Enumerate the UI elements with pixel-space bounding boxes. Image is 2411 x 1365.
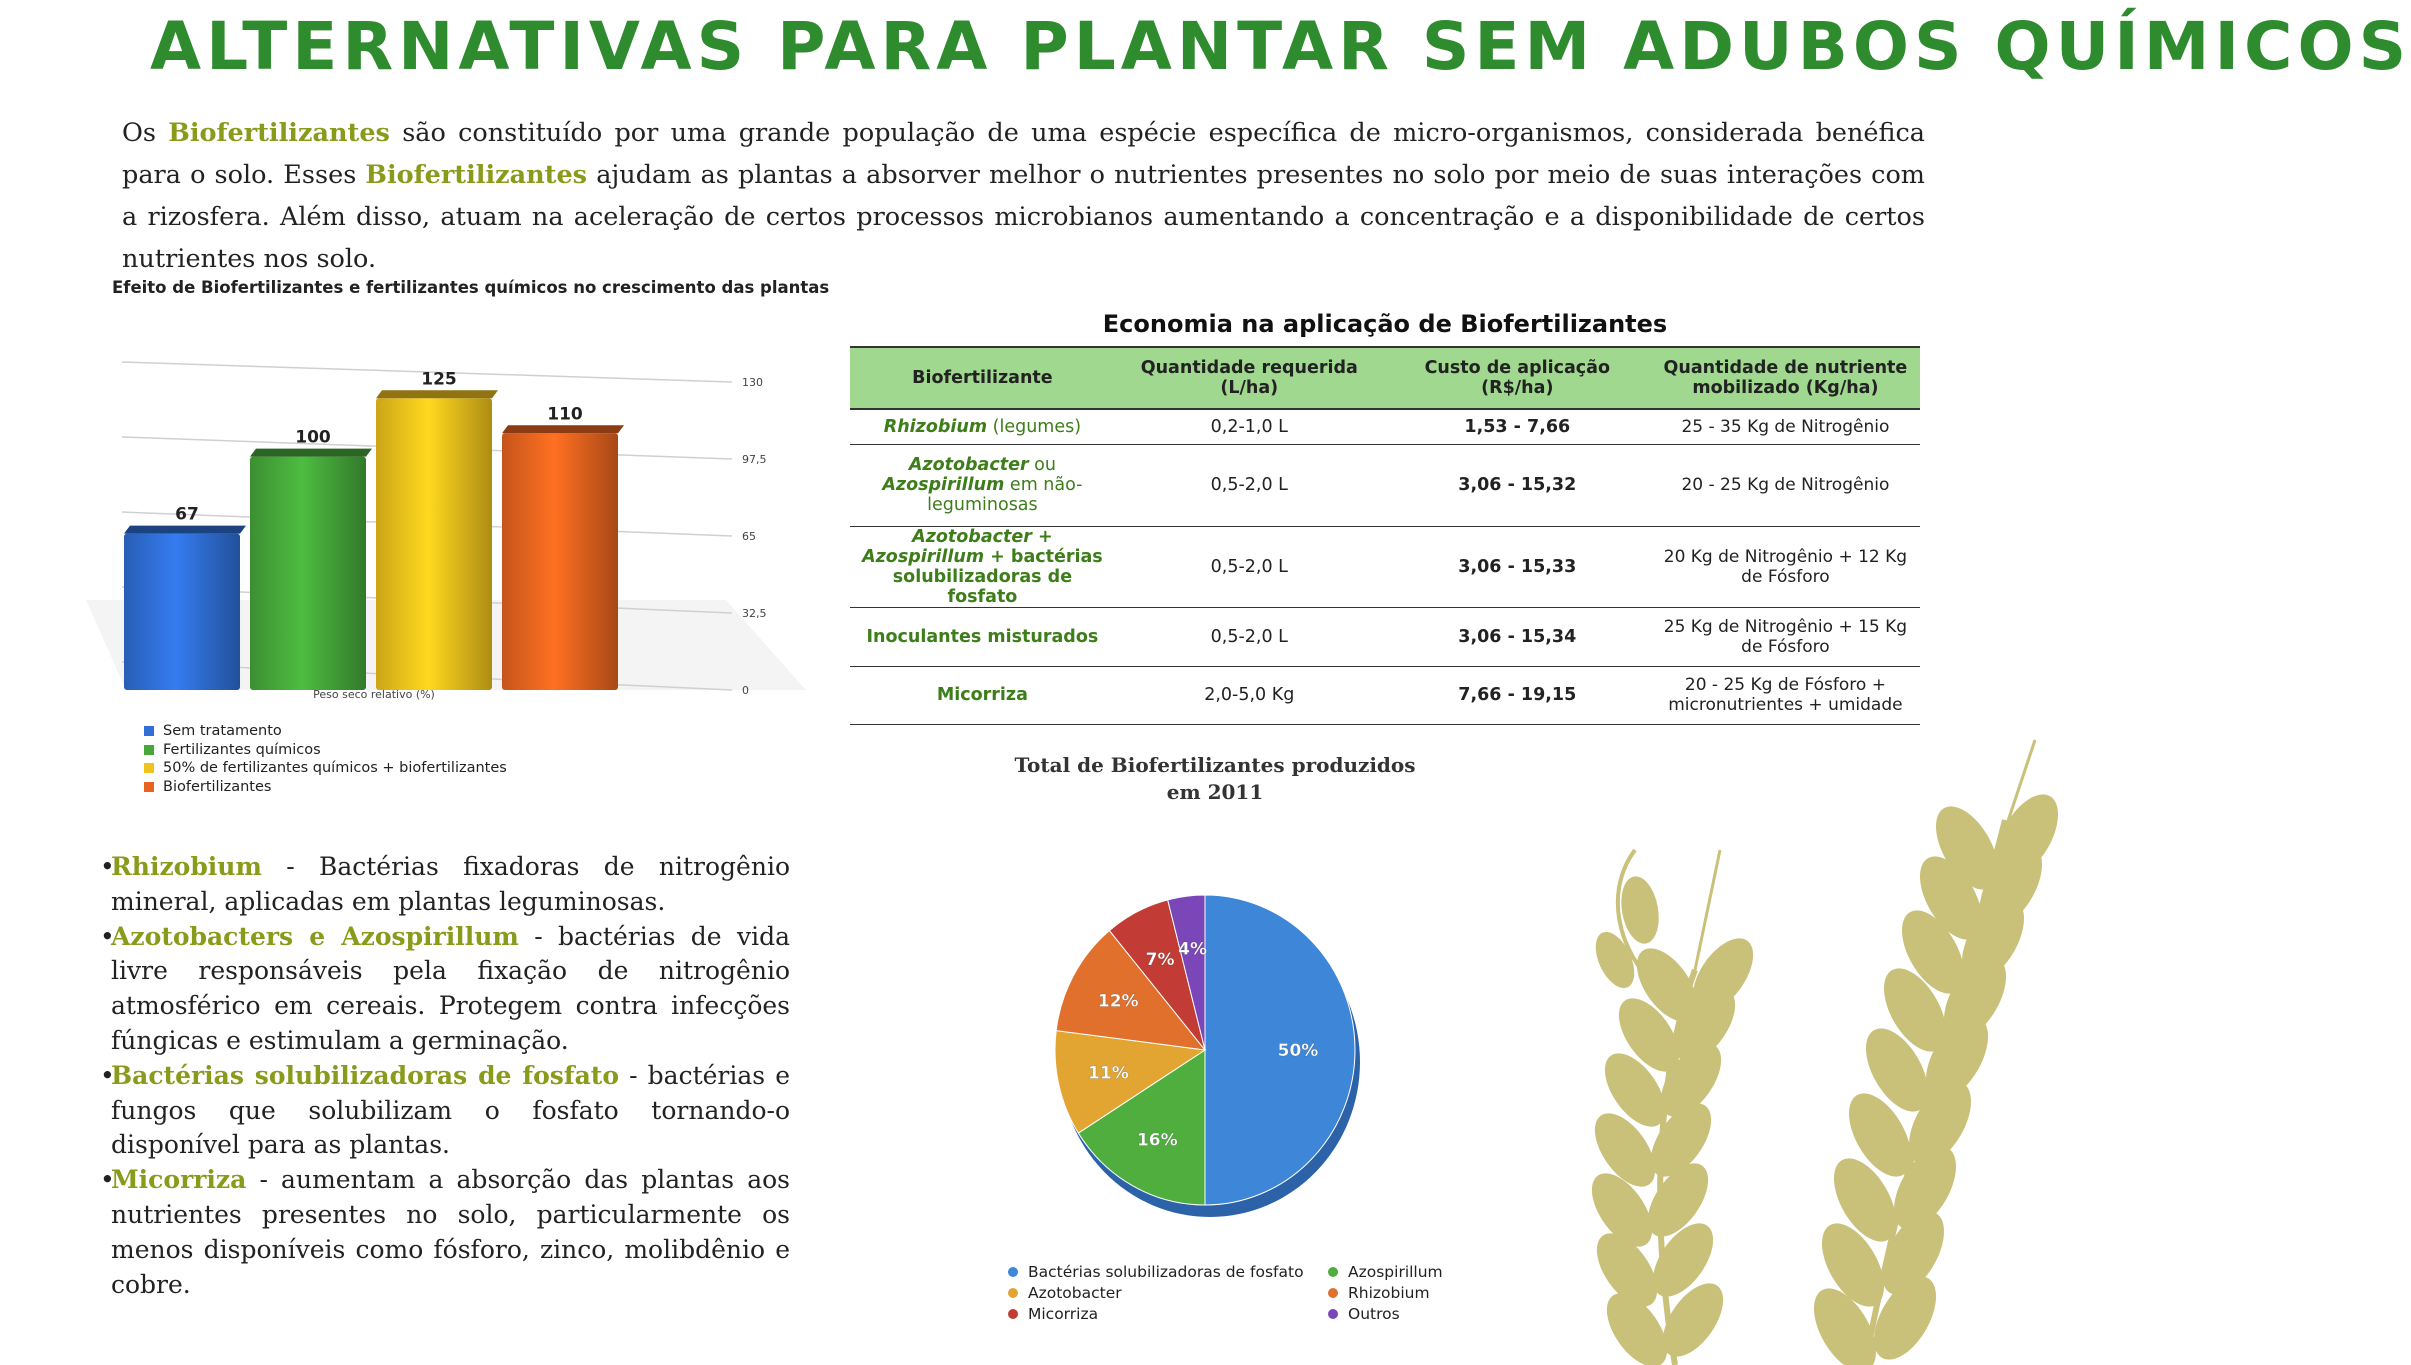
- legend-label: 50% de fertilizantes químicos + biofertilizantes: [163, 760, 507, 777]
- bullet-marker: •: [100, 921, 115, 951]
- bar-top: [376, 390, 498, 398]
- legend-dot: [1008, 1267, 1018, 1277]
- name-rest: + bactérias solubilizadoras de fosfato: [892, 546, 1103, 607]
- name-rest: em não-leguminosas: [927, 475, 1083, 515]
- table-cell-nutrient: 25 Kg de Nitrogênio + 15 Kg de Fósforo: [1651, 607, 1920, 666]
- table-cell-name: Micorriza: [850, 666, 1115, 724]
- table-cell-cost: 7,66 - 19,15: [1384, 666, 1651, 724]
- legend-item: [1328, 1283, 1478, 1302]
- table-cell-qty: 0,5-2,0 L: [1115, 526, 1384, 607]
- table-row: [850, 666, 1920, 724]
- table-cell-nutrient: 20 Kg de Nitrogênio + 12 Kg de Fósforo: [1651, 526, 1920, 607]
- legend-item: [144, 741, 507, 760]
- bullet-marker: •: [100, 852, 115, 881]
- table-row: [850, 607, 1920, 666]
- bullet-term: Micorriza: [111, 1165, 247, 1195]
- bar-top: [250, 449, 372, 457]
- table-cell-qty: 2,0-5,0 Kg: [1115, 666, 1384, 724]
- table-cell-cost: 3,06 - 15,32: [1384, 444, 1651, 526]
- pie-slice-label: 4%: [1178, 939, 1208, 960]
- pie-chart: [990, 740, 1490, 1340]
- table-cell-nutrient: 20 - 25 Kg de Fósforo + micronutrientes + umidade: [1651, 666, 1920, 724]
- legend-dot: [1328, 1267, 1338, 1277]
- intro-highlight: Biofertilizantes: [168, 118, 390, 148]
- bar: [502, 433, 618, 690]
- list-item: [100, 1163, 790, 1302]
- table-row: [850, 444, 1920, 526]
- table-title: Economia na aplicação de Biofertilizantes: [1102, 310, 1668, 338]
- table-cell-cost: 3,06 - 15,33: [1384, 526, 1651, 607]
- legend-label: Sem tratamento: [163, 723, 282, 740]
- x-axis-label: Peso seco relativo (%): [313, 688, 435, 701]
- bar-data-label: 67: [175, 504, 199, 525]
- legend-item: [144, 759, 507, 778]
- legend-label: Micorriza: [1028, 1304, 1099, 1323]
- table-header-cell: Quantidade requerida (L/ha): [1115, 347, 1384, 409]
- bar: [124, 534, 240, 690]
- table-cell-name: [850, 526, 1115, 607]
- bar-chart-title: Efeito de Biofertilizantes e fertilizantes químicos no crescimento das plantas: [112, 278, 830, 297]
- intro-paragraph: [122, 112, 1925, 280]
- pie-slice-label: 7%: [1145, 949, 1175, 970]
- bullet-term: Rhizobium: [111, 852, 262, 881]
- legend-label: Azotobacter: [1028, 1283, 1122, 1302]
- y-tick-label: 65: [742, 530, 756, 543]
- intro-highlight: Biofertilizantes: [365, 160, 588, 190]
- table-header-row: [850, 347, 1920, 409]
- bullet-term: Azotobacters e Azospirillum: [111, 921, 519, 951]
- bullet-text: - bactérias e fungos que solubilizam o fosfato tornando-o disponível para as plantas.: [111, 1060, 790, 1160]
- pie-chart-legend: [1008, 1262, 1478, 1323]
- legend-label: Fertilizantes químicos: [163, 741, 321, 758]
- y-tick-label: 130: [742, 376, 763, 389]
- pie-slice-label: 16%: [1136, 1130, 1178, 1151]
- economy-table: [850, 346, 1920, 725]
- table-header-cell: Quantidade de nutriente mobilizado (Kg/ha): [1651, 347, 1920, 409]
- wheat-illustration: [1545, 730, 2048, 1365]
- legend-label: Biofertilizantes: [163, 778, 272, 795]
- intro-text: são constituído por uma grande população de uma espécie específica de micro-organismos, considerada benéfica para o solo. Esses: [122, 118, 1925, 190]
- table-cell-name: Inoculantes misturados: [850, 607, 1115, 666]
- name-rest: (legumes): [987, 416, 1082, 437]
- table-row: [850, 409, 1920, 444]
- table-cell-cost: 1,53 - 7,66: [1384, 409, 1651, 444]
- table-cell-nutrient: 25 - 35 Kg de Nitrogênio: [1651, 409, 1920, 444]
- legend-item: [1328, 1262, 1478, 1281]
- table-cell-name: [850, 444, 1115, 526]
- list-item: [100, 850, 790, 920]
- y-tick-label: 97,5: [742, 453, 767, 466]
- name-mid: +: [1031, 526, 1053, 547]
- intro-text: ajudam as plantas a absorver melhor o nutrientes presentes no solo por meio de suas interações com a rizosfera. Além disso, atuam na aceleração de certos processos microbianos aumentando a concentração e a disponibilidade de certos nutrientes nos solo.: [122, 160, 1925, 274]
- legend-label: Bactérias solubilizadoras de fosfato: [1028, 1262, 1304, 1281]
- name-italic: Rhizobium: [883, 416, 988, 437]
- legend-swatch: [144, 745, 154, 755]
- page-title: ALTERNATIVAS PARA PLANTAR SEM ADUBOS QUÍMICOS: [150, 8, 2411, 85]
- bar-data-label: 110: [547, 404, 583, 425]
- legend-label: Outros: [1348, 1304, 1400, 1323]
- bullet-marker: •: [100, 1165, 115, 1195]
- legend-item: [1008, 1283, 1328, 1302]
- table-row: [850, 526, 1920, 607]
- name-mid: ou: [1028, 455, 1056, 475]
- legend-item: [1008, 1262, 1328, 1281]
- legend-dot: [1008, 1288, 1018, 1298]
- legend-swatch: [144, 763, 154, 773]
- table-cell-name: [850, 409, 1115, 444]
- legend-item: [144, 778, 507, 797]
- bullet-text: - Bactérias fixadoras de nitrogênio mineral, aplicadas em plantas leguminosas.: [111, 852, 790, 916]
- table-header-cell: Biofertilizante: [850, 347, 1115, 409]
- legend-dot: [1328, 1288, 1338, 1298]
- legend-item: [144, 722, 507, 741]
- table-cell-qty: 0,5-2,0 L: [1115, 607, 1384, 666]
- bar: [250, 457, 366, 690]
- legend-dot: [1328, 1309, 1338, 1319]
- pie-slice-label: 12%: [1097, 991, 1139, 1012]
- bullet-text: - bactérias de vida livre responsáveis pela fixação de nitrogênio atmosférico em cereais. Protegem contra infecções fúngicas e estimulam a germinação.: [111, 921, 790, 1055]
- pie-title-line: em 2011: [1166, 780, 1264, 804]
- table-cell-qty: 0,2-1,0 L: [1115, 409, 1384, 444]
- legend-item: [1328, 1304, 1478, 1323]
- bullet-marker: •: [100, 1060, 115, 1090]
- bar-data-label: 100: [295, 427, 331, 448]
- pie-slice-label: 50%: [1277, 1041, 1319, 1061]
- legend-dot: [1008, 1309, 1018, 1319]
- legend-swatch: [144, 782, 154, 792]
- table-cell-cost: 3,06 - 15,34: [1384, 607, 1651, 666]
- bar-top: [124, 526, 246, 534]
- pie-title-line: Total de Biofertilizantes produzidos: [1014, 753, 1416, 777]
- y-tick-label: 32,5: [742, 607, 767, 620]
- bar-chart-legend: [144, 722, 507, 796]
- name-italic: Azotobacter: [908, 455, 1029, 475]
- table-header-cell: Custo de aplicação (R$/ha): [1384, 347, 1651, 409]
- legend-swatch: [144, 726, 154, 736]
- bar-data-label: 125: [421, 369, 457, 390]
- name-italic: Azospirillum: [882, 475, 1005, 495]
- bullet-text: - aumentam a absorção das plantas aos nutrientes presentes no solo, particularmente os menos disponíveis como fósforo, zinco, molibdênio e cobre.: [111, 1165, 790, 1299]
- bar-top: [502, 425, 624, 433]
- list-item: [100, 920, 790, 1059]
- pie-slice-label: 11%: [1088, 1063, 1129, 1084]
- bullet-list: [100, 850, 790, 1302]
- legend-label: Azospirillum: [1348, 1262, 1443, 1281]
- table-cell-qty: 0,5-2,0 L: [1115, 444, 1384, 526]
- table-cell-nutrient: 20 - 25 Kg de Nitrogênio: [1651, 444, 1920, 526]
- bullet-term: Bactérias solubilizadoras de fosfato: [111, 1060, 619, 1090]
- intro-text: Os: [122, 118, 169, 148]
- legend-item: [1008, 1304, 1328, 1323]
- bar: [376, 398, 492, 690]
- name-italic: Azospirillum: [862, 546, 985, 567]
- y-tick-label: 0: [742, 684, 749, 697]
- legend-label: Rhizobium: [1348, 1283, 1430, 1302]
- list-item: [100, 1059, 790, 1163]
- name-italic: Azotobacter: [912, 526, 1032, 547]
